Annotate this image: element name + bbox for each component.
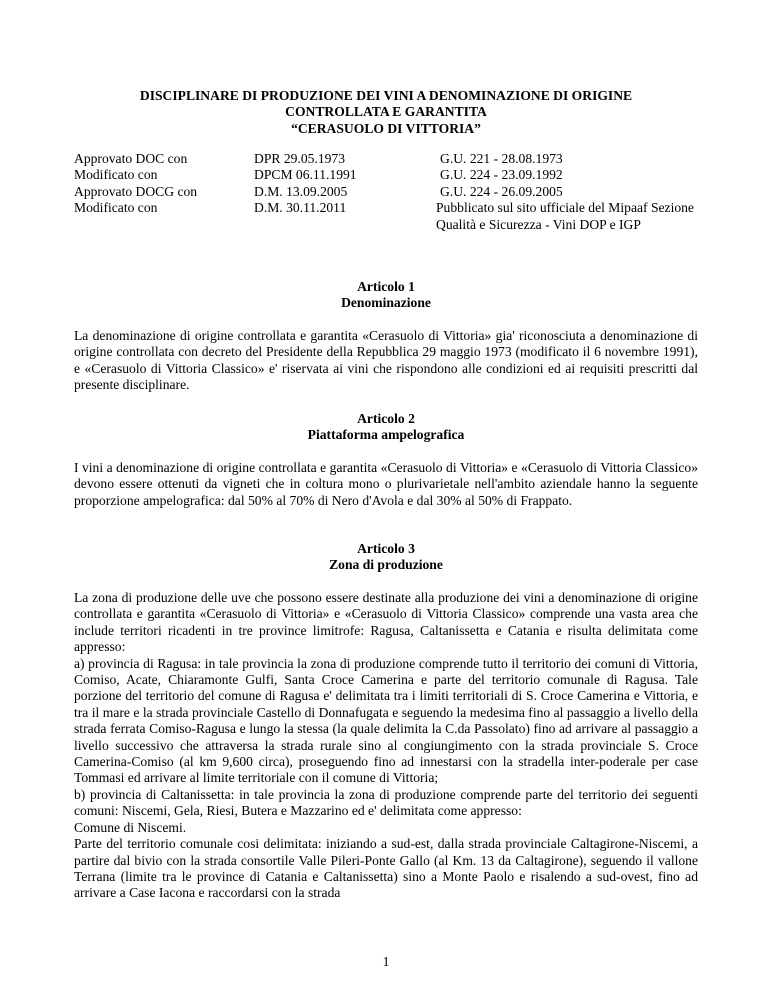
approval-decree: D.M. 30.11.2011 <box>254 200 347 216</box>
article-title: Piattaforma ampelografica <box>307 427 465 443</box>
approval-label: Modificato con <box>74 167 158 183</box>
approval-gazette: G.U. 224 - 26.09.2005 <box>440 183 563 199</box>
approval-gazette: G.U. 221 - 28.08.1973 <box>440 151 563 166</box>
article-paragraph: I vini a denominazione di origine controllata e garantita «Cerasuolo di Vittoria» e «Cerasuolo di Vittoria Classico» devono essere ottenuti da vigneti che in coltura mono o plurivarietale nell'ambito aziendale hanno la seguente proporzione ampelografica: dal 50% al 70% di Nero d'Avola e dal 30% al 50% di Frappato. <box>74 460 698 508</box>
article-1-text <box>74 328 698 394</box>
article-title: Zona di produzione <box>329 557 443 573</box>
approval-decree: D.M. 13.09.2005 <box>254 183 348 199</box>
article-title: Denominazione <box>341 295 431 311</box>
article-2-text <box>74 460 698 509</box>
article-number: Articolo 1 <box>357 279 415 294</box>
document-title <box>74 88 698 137</box>
approval-decrees-column <box>254 151 424 217</box>
article-3-text <box>74 590 698 902</box>
article-2-heading <box>74 411 698 444</box>
approval-label: Approvato DOCG con <box>74 183 198 199</box>
approval-decree: DPR 29.05.1973 <box>254 151 346 166</box>
article-paragraph: b) provincia di Caltanissetta: in tale provincia la zona di produzione comprende parte del territorio dei seguenti comuni: Niscemi, Gela, Riesi, Butera e Mazzarino ed e' delimitata come appresso: <box>74 786 698 819</box>
article-number: Articolo 3 <box>357 541 415 556</box>
article-paragraph: Comune di Niscemi. <box>74 819 187 835</box>
article-paragraph: Parte del territorio comunale cosi delimitata: iniziando a sud-est, dalla strada provinciale Caltagirone-Niscemi, a partire dal bivio con la strada consortile Valle Pileri-Ponte Gallo (al Km. 13 da Caltagirone), seguendo il vallone Terrana (limite tra le province di Catania e Caltanissetta) sino a Monte Paolo e risalendo a sud-ovest, fino ad arrivare a Case Iacona e raccordarsi con la strada <box>74 836 698 901</box>
article-paragraph: a) provincia di Ragusa: in tale provincia la zona di produzione comprende tutto il territorio dei comuni di Vittoria, Comiso, Acate, Chiaramonte Gulfi, Santa Croce Camerina e parte del territorio comunale di Ragusa. Tale porzione del territorio del comune di Ragusa e' delimitata tra i limiti territoriali di S. Croce Camerina e Vittoria, e tra il mare e la strada provinciale Castello di Donnafugata e seguendo la medesima fino al passaggio a livello della strada ferrata Comiso-Ragusa e lungo la stessa (la quale delimita la C.da Passolato) fino ad arrivare al passaggio a livello successivo che attraversa la strada rurale sino al congiungimento con la strada provinciale S. Croce Camerina-Comiso (al km 9,600 circa), proseguendo fino ad innestarsi con la stradella inter-poderale per case Tommasi ed arrivare al limite territoriale con il comune di Vittoria; <box>74 655 698 786</box>
article-paragraph: La zona di produzione delle uve che possono essere destinate alla produzione dei vini a denominazione di origine controllata e garantita «Cerasuolo di Vittoria» e «Cerasuolo di Vittoria Classico» comprende una vasta area che include territori ricadenti in tre province limitrofe: Ragusa, Caltanissetta e Catania e risulta delimitata come appresso: <box>74 590 698 655</box>
approval-gazette: G.U. 224 - 23.09.1992 <box>440 167 563 183</box>
article-number: Articolo 2 <box>357 411 415 426</box>
title-line-1: DISCIPLINARE DI PRODUZIONE DEI VINI A DENOMINAZIONE DI ORIGINE <box>139 88 633 103</box>
article-1-heading <box>74 279 698 312</box>
approval-label: Modificato con <box>74 200 158 216</box>
title-line-2: CONTROLLATA E GARANTITA <box>285 104 487 120</box>
page-number: 1 <box>382 954 390 969</box>
approval-labels-column <box>74 151 244 217</box>
approval-gazette: Pubblicato sul sito ufficiale del Mipaaf Sezione Qualità e Sicurezza - Vini DOP e IGP <box>436 200 694 232</box>
approval-decree: DPCM 06.11.1991 <box>254 167 357 183</box>
approval-label: Approvato DOC con <box>74 151 188 166</box>
article-3-heading <box>74 541 698 574</box>
article-paragraph: La denominazione di origine controllata e garantita «Cerasuolo di Vittoria» gia' riconosciuta a denominazione di origine controllata con decreto del Presidente della Repubblica 29 maggio 1973 (modificato il 6 novembre 1991), e «Cerasuolo di Vittoria Classico» e' riservata ai vini che rispondono alle condizioni ed ai requisiti prescritti dal presente disciplinare. <box>74 328 698 393</box>
title-line-3: “CERASUOLO DI VITTORIA” <box>291 120 481 136</box>
approval-gazette-column <box>436 151 698 233</box>
